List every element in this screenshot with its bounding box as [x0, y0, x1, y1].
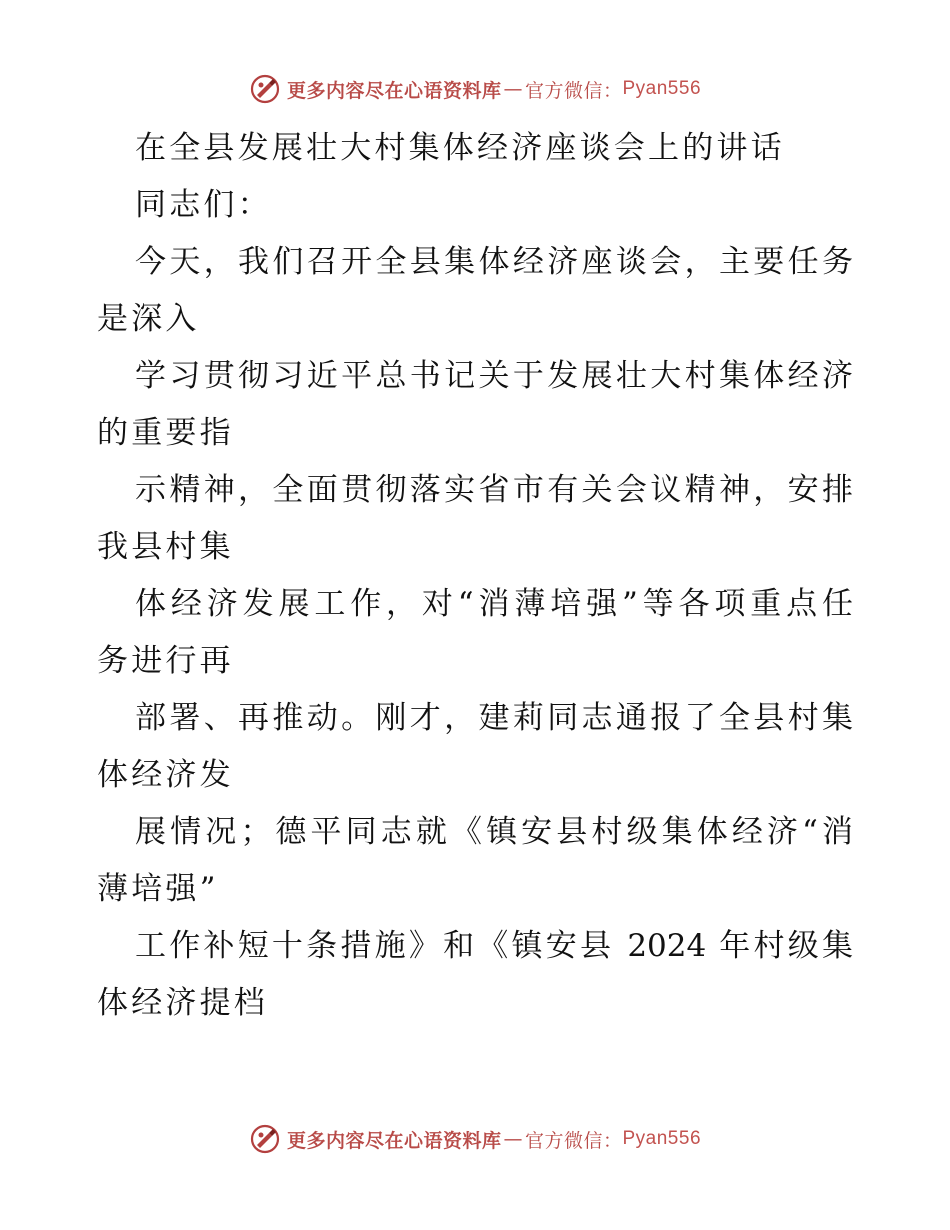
text-line: 示精神，全面贯彻落实省市有关会议精神，安排 — [135, 472, 853, 508]
footer-watermark — [0, 1121, 950, 1157]
text-line: 的重要指 — [97, 415, 234, 451]
watermark-text: 更多内容尽在心语资料库 — [286, 1129, 502, 1152]
text-line: 体经济提档 — [97, 985, 268, 1021]
text-line: 我县村集 — [97, 529, 234, 565]
text-line: 工作补短十条措施》和《镇安县 2024 年村级集 — [135, 928, 853, 964]
watermark-label: 官方微信： — [524, 1129, 623, 1152]
header-watermark — [0, 71, 950, 107]
text-line: 今天，我们召开全县集体经济座谈会，主要任务 — [135, 244, 853, 280]
text-line: 体经济发 — [97, 757, 234, 793]
greeting: 同志们： — [135, 187, 272, 223]
watermark-label: 官方微信： — [524, 79, 623, 102]
text-line: 部署、再推动。刚才，建莉同志通报了全县村集 — [135, 700, 853, 736]
watermark-text: 更多内容尽在心语资料库 — [286, 79, 502, 102]
text-line: 务进行再 — [97, 643, 234, 679]
text-line: 学习贯彻习近平总书记关于发展壮大村集体经济 — [135, 358, 853, 394]
document-title: 在全县发展壮大村集体经济座谈会上的讲话 — [135, 130, 785, 166]
watermark-id: Pyan556 — [622, 78, 702, 99]
text-line: 体经济发展工作，对“消薄培强”等各项重点任 — [135, 586, 853, 622]
pen-logo-icon — [249, 1123, 281, 1155]
text-line: 展情况；德平同志就《镇安县村级集体经济“消 — [135, 814, 853, 850]
watermark-id: Pyan556 — [622, 1128, 702, 1149]
watermark-dash: — — [503, 1128, 523, 1150]
watermark-dash: — — [503, 78, 523, 100]
document-body — [97, 120, 853, 1032]
text-line: 薄培强” — [97, 871, 219, 907]
text-line: 是深入 — [97, 301, 200, 337]
pen-logo-icon — [249, 73, 281, 105]
